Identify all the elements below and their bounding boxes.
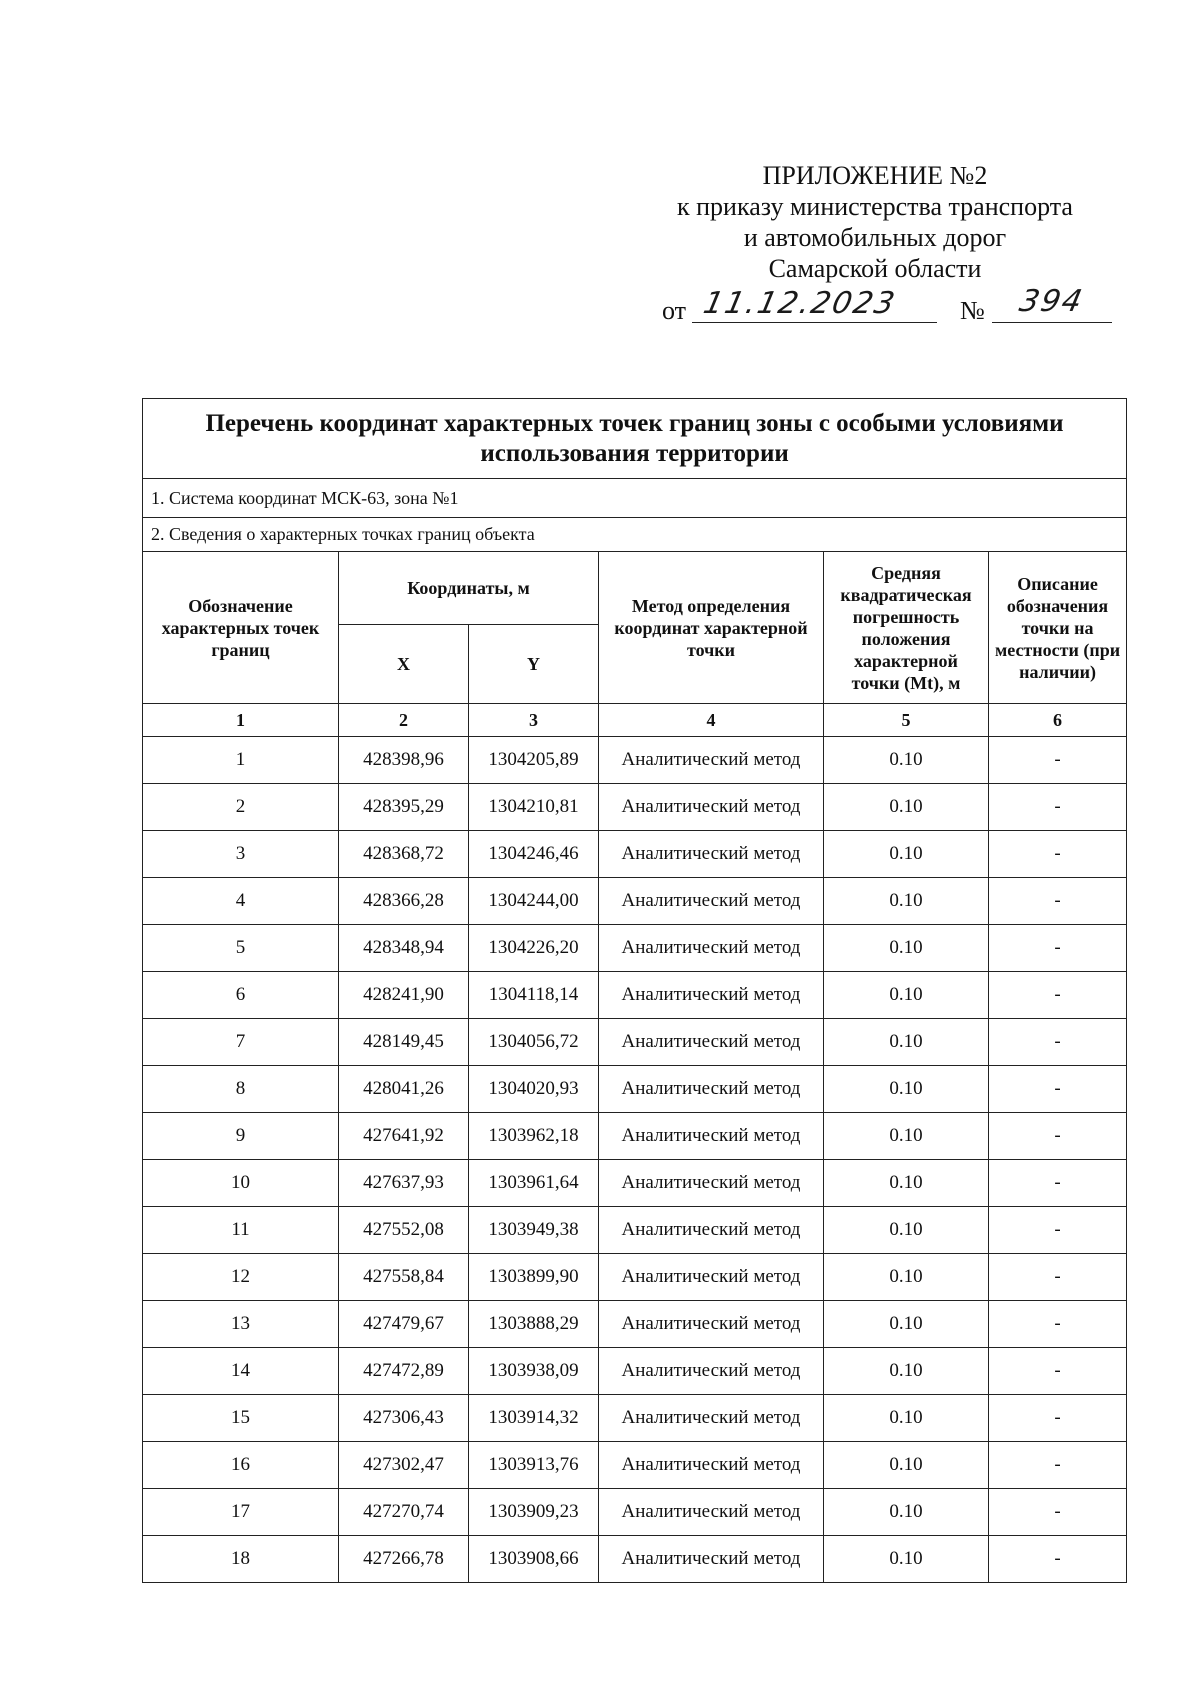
order-number-handwritten: 394 (1016, 284, 1087, 319)
method-cell: Аналитический метод (599, 925, 824, 972)
y-coordinate-cell: 1303949,38 (469, 1207, 599, 1254)
accuracy-cell: 0.10 (824, 1348, 989, 1395)
method-cell: Аналитический метод (599, 1489, 824, 1536)
column-number: 1 (143, 704, 339, 737)
coordinates-header: Координаты, м (339, 552, 599, 625)
y-coordinate-cell: 1304118,14 (469, 972, 599, 1019)
description-cell: - (989, 925, 1127, 972)
point-id-cell: 12 (143, 1254, 339, 1301)
order-line-3: Самарской области (768, 254, 982, 283)
accuracy-header: Средняя квадратическая погрешность положения характерной точки (Mt), м (824, 552, 989, 704)
description-cell: - (989, 878, 1127, 925)
y-coordinate-cell: 1303961,64 (469, 1160, 599, 1207)
table-row (143, 1301, 1127, 1348)
description-cell: - (989, 1160, 1127, 1207)
accuracy-cell: 0.10 (824, 737, 989, 784)
method-cell: Аналитический метод (599, 1254, 824, 1301)
description-header: Описание обозначения точки на местности (при наличии) (989, 552, 1127, 704)
method-header: Метод определения координат характерной точки (599, 552, 824, 704)
method-cell: Аналитический метод (599, 1301, 824, 1348)
order-number-field (992, 284, 1112, 323)
x-coordinate-cell: 427266,78 (339, 1536, 469, 1583)
appendix-header (640, 160, 1110, 284)
y-coordinate-cell: 1303888,29 (469, 1301, 599, 1348)
description-cell: - (989, 1254, 1127, 1301)
method-cell: Аналитический метод (599, 1536, 824, 1583)
x-coordinate-cell: 427479,67 (339, 1301, 469, 1348)
order-line-2: и автомобильных дорог (743, 223, 1007, 252)
point-id-cell: 4 (143, 878, 339, 925)
column-number: 6 (989, 704, 1127, 737)
accuracy-cell: 0.10 (824, 1254, 989, 1301)
y-coordinate-cell: 1304226,20 (469, 925, 599, 972)
order-line-1: к приказу министерства транспорта (677, 192, 1073, 221)
method-cell: Аналитический метод (599, 878, 824, 925)
column-number: 4 (599, 704, 824, 737)
point-id-cell: 9 (143, 1113, 339, 1160)
y-coordinate-cell: 1303908,66 (469, 1536, 599, 1583)
accuracy-cell: 0.10 (824, 1442, 989, 1489)
method-cell: Аналитический метод (599, 1395, 824, 1442)
accuracy-cell: 0.10 (824, 784, 989, 831)
accuracy-cell: 0.10 (824, 925, 989, 972)
point-id-cell: 3 (143, 831, 339, 878)
accuracy-cell: 0.10 (824, 1207, 989, 1254)
point-id-cell: 13 (143, 1301, 339, 1348)
table-row (143, 1348, 1127, 1395)
x-coordinate-cell: 428366,28 (339, 878, 469, 925)
description-cell: - (989, 1348, 1127, 1395)
method-cell: Аналитический метод (599, 1113, 824, 1160)
y-coordinate-cell: 1303962,18 (469, 1113, 599, 1160)
accuracy-cell: 0.10 (824, 1395, 989, 1442)
table-row (143, 737, 1127, 784)
point-id-cell: 5 (143, 925, 339, 972)
method-cell: Аналитический метод (599, 1019, 824, 1066)
y-coordinate-cell: 1304205,89 (469, 737, 599, 784)
y-coordinate-cell: 1304056,72 (469, 1019, 599, 1066)
order-number-label: № (960, 296, 985, 325)
column-number-row (143, 704, 1127, 737)
y-coordinate-cell: 1304020,93 (469, 1066, 599, 1113)
method-cell: Аналитический метод (599, 1348, 824, 1395)
point-id-cell: 7 (143, 1019, 339, 1066)
point-id-cell: 10 (143, 1160, 339, 1207)
y-coordinate-cell: 1304244,00 (469, 878, 599, 925)
x-coordinate-cell: 428398,96 (339, 737, 469, 784)
table-title: Перечень координат характерных точек границ зоны с особыми условиями использования территории (143, 399, 1127, 479)
description-cell: - (989, 737, 1127, 784)
method-cell: Аналитический метод (599, 1066, 824, 1113)
x-coordinate-cell: 428348,94 (339, 925, 469, 972)
table-row (143, 784, 1127, 831)
x-coordinate-cell: 427270,74 (339, 1489, 469, 1536)
coordinates-table (142, 398, 1127, 1583)
y-coordinate-cell: 1303913,76 (469, 1442, 599, 1489)
point-id-cell: 14 (143, 1348, 339, 1395)
table-row (143, 1536, 1127, 1583)
y-coordinate-cell: 1303899,90 (469, 1254, 599, 1301)
table-row (143, 1160, 1127, 1207)
point-id-cell: 6 (143, 972, 339, 1019)
table-row (143, 878, 1127, 925)
x-coordinate-cell: 427306,43 (339, 1395, 469, 1442)
y-header: Y (469, 625, 599, 704)
appendix-title: ПРИЛОЖЕНИЕ №2 (762, 161, 988, 190)
description-cell: - (989, 1066, 1127, 1113)
point-id-cell: 8 (143, 1066, 339, 1113)
points-info-row: 2. Сведения о характерных точках границ объекта (143, 518, 1127, 552)
description-cell: - (989, 831, 1127, 878)
accuracy-cell: 0.10 (824, 1301, 989, 1348)
accuracy-cell: 0.10 (824, 1536, 989, 1583)
point-id-cell: 11 (143, 1207, 339, 1254)
column-number: 2 (339, 704, 469, 737)
x-coordinate-cell: 427637,93 (339, 1160, 469, 1207)
x-coordinate-cell: 427472,89 (339, 1348, 469, 1395)
description-cell: - (989, 1489, 1127, 1536)
accuracy-cell: 0.10 (824, 972, 989, 1019)
column-number: 5 (824, 704, 989, 737)
accuracy-cell: 0.10 (824, 1160, 989, 1207)
x-coordinate-cell: 428149,45 (339, 1019, 469, 1066)
x-coordinate-cell: 428368,72 (339, 831, 469, 878)
y-coordinate-cell: 1303938,09 (469, 1348, 599, 1395)
y-coordinate-cell: 1304246,46 (469, 831, 599, 878)
x-coordinate-cell: 427641,92 (339, 1113, 469, 1160)
description-cell: - (989, 1536, 1127, 1583)
x-coordinate-cell: 428041,26 (339, 1066, 469, 1113)
x-header: X (339, 625, 469, 704)
description-cell: - (989, 1301, 1127, 1348)
date-prefix: от (662, 296, 687, 325)
description-cell: - (989, 784, 1127, 831)
order-date-line (662, 284, 1112, 330)
table-row (143, 1395, 1127, 1442)
order-date-handwritten: 11.12.2023 (700, 286, 900, 321)
accuracy-cell: 0.10 (824, 1489, 989, 1536)
method-cell: Аналитический метод (599, 784, 824, 831)
y-coordinate-cell: 1303914,32 (469, 1395, 599, 1442)
method-cell: Аналитический метод (599, 1442, 824, 1489)
description-cell: - (989, 972, 1127, 1019)
point-id-cell: 17 (143, 1489, 339, 1536)
coordinate-system-row: 1. Система координат МСК-63, зона №1 (143, 479, 1127, 518)
point-id-cell: 2 (143, 784, 339, 831)
table-row (143, 831, 1127, 878)
x-coordinate-cell: 427552,08 (339, 1207, 469, 1254)
accuracy-cell: 0.10 (824, 1113, 989, 1160)
method-cell: Аналитический метод (599, 1207, 824, 1254)
point-id-cell: 16 (143, 1442, 339, 1489)
table-row (143, 1113, 1127, 1160)
designation-header: Обозначение характерных точек границ (143, 552, 339, 704)
description-cell: - (989, 1207, 1127, 1254)
table-row (143, 1442, 1127, 1489)
description-cell: - (989, 1442, 1127, 1489)
point-id-cell: 1 (143, 737, 339, 784)
table-row (143, 1489, 1127, 1536)
x-coordinate-cell: 427558,84 (339, 1254, 469, 1301)
accuracy-cell: 0.10 (824, 831, 989, 878)
y-coordinate-cell: 1303909,23 (469, 1489, 599, 1536)
description-cell: - (989, 1019, 1127, 1066)
accuracy-cell: 0.10 (824, 1066, 989, 1113)
method-cell: Аналитический метод (599, 831, 824, 878)
x-coordinate-cell: 427302,47 (339, 1442, 469, 1489)
point-id-cell: 18 (143, 1536, 339, 1583)
table-row (143, 1207, 1127, 1254)
x-coordinate-cell: 428395,29 (339, 784, 469, 831)
table-row (143, 1066, 1127, 1113)
accuracy-cell: 0.10 (824, 1019, 989, 1066)
table-row (143, 972, 1127, 1019)
method-cell: Аналитический метод (599, 737, 824, 784)
method-cell: Аналитический метод (599, 972, 824, 1019)
x-coordinate-cell: 428241,90 (339, 972, 469, 1019)
description-cell: - (989, 1113, 1127, 1160)
accuracy-cell: 0.10 (824, 878, 989, 925)
y-coordinate-cell: 1304210,81 (469, 784, 599, 831)
order-date-field (692, 286, 937, 323)
column-number: 3 (469, 704, 599, 737)
method-cell: Аналитический метод (599, 1160, 824, 1207)
description-cell: - (989, 1395, 1127, 1442)
table-row (143, 925, 1127, 972)
table-row (143, 1019, 1127, 1066)
table-row (143, 1254, 1127, 1301)
point-id-cell: 15 (143, 1395, 339, 1442)
